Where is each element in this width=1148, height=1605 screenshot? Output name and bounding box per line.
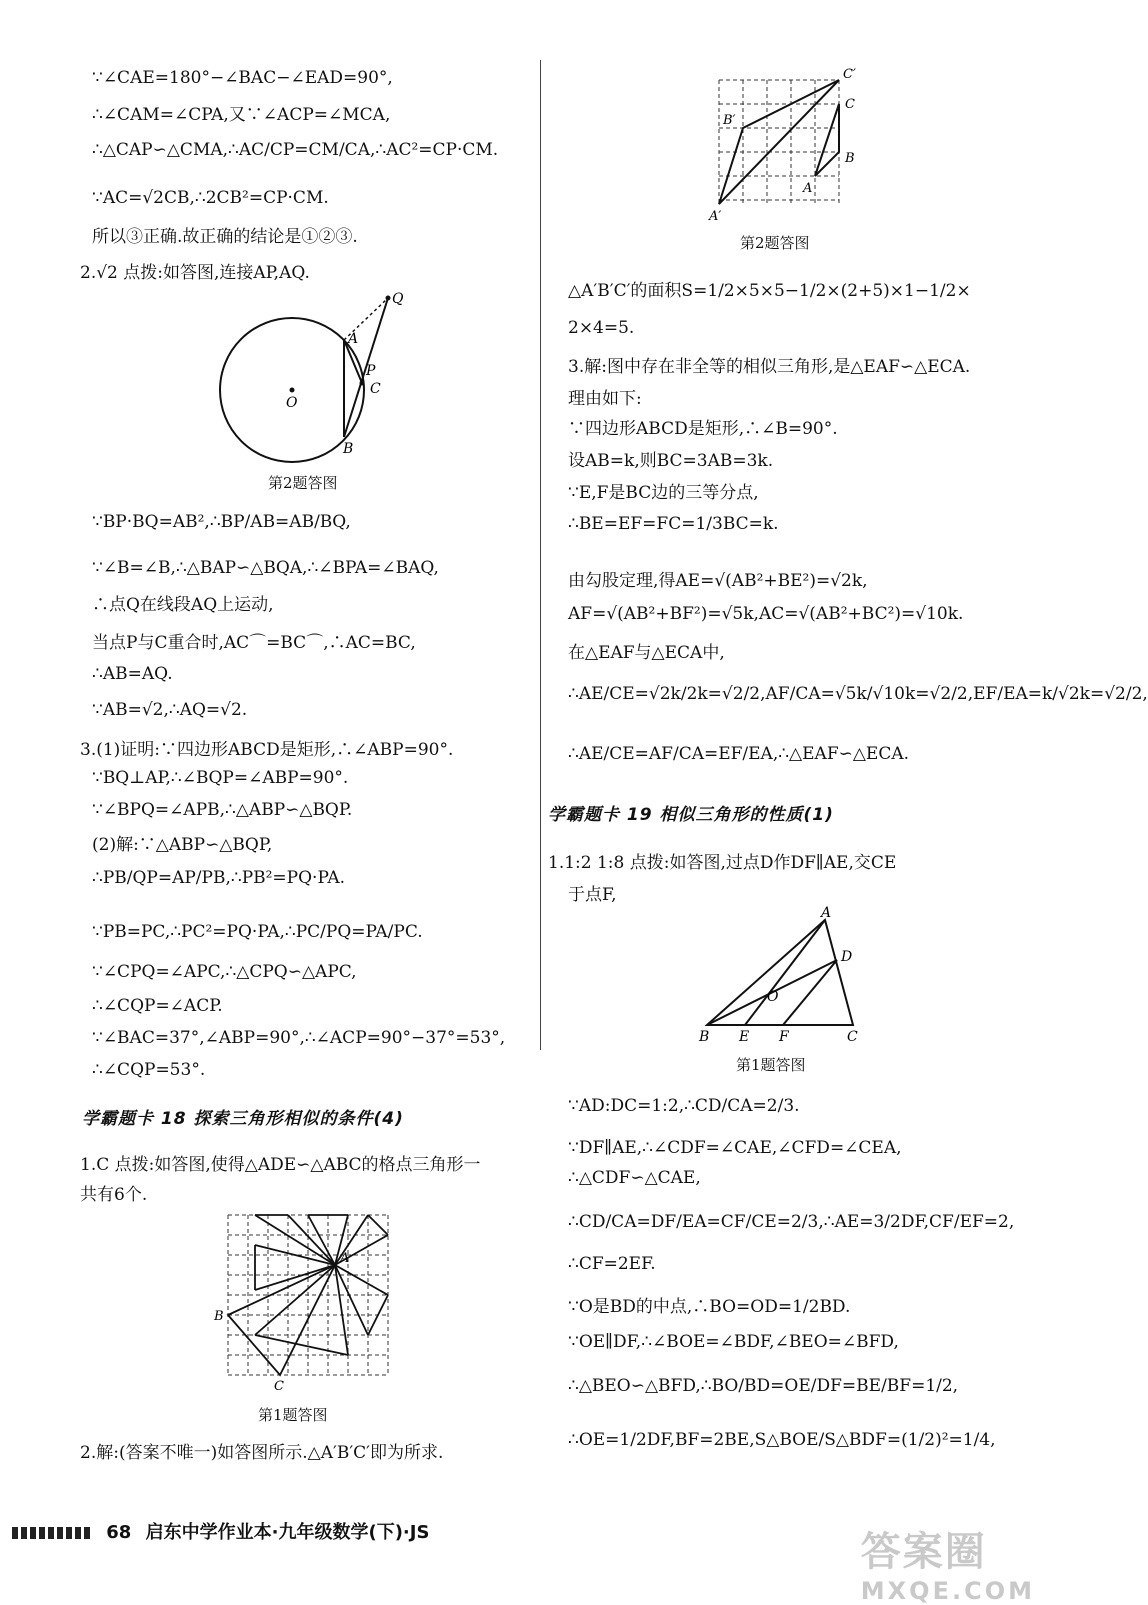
text-line: 所以③正确.故正确的结论是①②③. <box>92 227 358 247</box>
text-line: ∴AB=AQ. <box>92 664 173 684</box>
page-footer <box>12 1518 429 1544</box>
text-line: ∴CF=2EF. <box>568 1254 656 1274</box>
watermark-url: MXQE.COM <box>860 1577 1035 1605</box>
text-line: AF=√(AB²+BF²)=√5k,AC=√(AB²+BC²)=√10k. <box>568 604 964 624</box>
circle-figure <box>210 285 410 470</box>
text-line: 当点P与C重合时,AC⌒=BC⌒,∴AC=BC, <box>92 633 416 653</box>
svg-text:E: E <box>739 1029 750 1045</box>
triangle-figure <box>695 905 870 1050</box>
text-line: ∴∠CQP=53°. <box>92 1060 206 1080</box>
text-line: ∵∠BAC=37°,∠ABP=90°,∴∠ACP=90°−37°=53°, <box>92 1028 506 1048</box>
svg-text:B: B <box>214 1309 224 1324</box>
point-label: C <box>370 381 381 397</box>
svg-text:C′: C′ <box>843 67 856 82</box>
text-line: ∴PB/QP=AP/PB,∴PB²=PQ·PA. <box>92 868 346 888</box>
book-title: 启东中学作业本·九年级数学(下)·JS <box>145 1522 430 1543</box>
text-line: ∴CD/CA=DF/EA=CF/CE=2/3,∴AE=3/2DF,CF/EF=2, <box>568 1212 1015 1232</box>
text-line: ∴AE/CE=√2k/2k=√2/2,AF/CA=√5k/√10k=√2/2,EF/EA=k/√2k=√2/2, <box>568 684 1148 704</box>
text-line: 3.(1)证明:∵四边形ABCD是矩形,∴∠ABP=90°. <box>80 740 454 760</box>
svg-text:B′: B′ <box>723 113 736 128</box>
text-line: 由勾股定理,得AE=√(AB²+BE²)=√2k, <box>568 571 868 591</box>
text-line: ∵∠B=∠B,∴△BAP∽△BQA,∴∠BPA=∠BAQ, <box>92 558 439 578</box>
text-line: ∵∠BPQ=∠APB,∴△ABP∽△BQP. <box>92 800 353 820</box>
text-line: ∴△BEO∽△BFD,∴BO/BD=OE/DF=BE/BF=1/2, <box>568 1376 959 1396</box>
text-line: ∴△CDF∽△CAE, <box>568 1168 701 1188</box>
text-line: 1.1:2 1:8 点拨:如答图,过点D作DF∥AE,交CE <box>548 853 897 873</box>
text-line: 设AB=k,则BC=3AB=3k. <box>568 451 774 471</box>
text-line: (2)解:∵△ABP∽△BQP, <box>92 835 273 855</box>
figure-caption: 第1题答图 <box>736 1056 806 1074</box>
text-line: ∴∠CAM=∠CPA,又∵∠ACP=∠MCA, <box>92 105 391 125</box>
text-line: ∵∠CAE=180°−∠BAC−∠EAD=90°, <box>92 68 393 88</box>
page-number: 68 <box>106 1522 132 1543</box>
watermark-logo: 答案圈 <box>860 1529 987 1575</box>
text-line: ∴点Q在线段AQ上运动, <box>92 595 274 615</box>
text-line: 1.C 点拨:如答图,使得△ADE∽△ABC的格点三角形一 <box>80 1155 481 1175</box>
text-line: ∴BE=EF=FC=1/3BC=k. <box>568 514 779 534</box>
grid-figure-left <box>210 1210 390 1395</box>
text-line: 于点F, <box>568 885 617 905</box>
svg-text:O: O <box>767 989 779 1005</box>
grid-figure-right <box>705 62 865 222</box>
text-line: ∵四边形ABCD是矩形,∴∠B=90°. <box>568 419 838 439</box>
section-heading: 学霸题卡 19 相似三角形的性质(1) <box>548 805 834 825</box>
text-line: 共有6个. <box>80 1185 148 1205</box>
column-divider <box>540 60 541 1050</box>
text-line: ∵PB=PC,∴PC²=PQ·PA,∴PC/PQ=PA/PC. <box>92 922 423 942</box>
text-line: ∵AC=√2CB,∴2CB²=CP·CM. <box>92 188 329 208</box>
text-line: ∵O是BD的中点,∴BO=OD=1/2BD. <box>568 1297 851 1317</box>
text-line: 2×4=5. <box>568 318 635 338</box>
figure-caption: 第2题答图 <box>740 234 810 252</box>
text-line: ∵OE∥DF,∴∠BOE=∠BDF,∠BEO=∠BFD, <box>568 1332 899 1352</box>
svg-text:C: C <box>847 1029 858 1045</box>
text-line: ∵∠CPQ=∠APC,∴△CPQ∽△APC, <box>92 962 357 982</box>
text-line: ∵DF∥AE,∴∠CDF=∠CAE,∠CFD=∠CEA, <box>568 1138 902 1158</box>
svg-text:A: A <box>803 181 813 196</box>
figure-caption: 第2题答图 <box>268 474 338 492</box>
text-line: 2.√2 点拨:如答图,连接AP,AQ. <box>80 263 310 283</box>
text-line: ∵BP·BQ=AB²,∴BP/AB=AB/BQ, <box>92 512 351 532</box>
svg-text:F: F <box>779 1029 789 1045</box>
text-line: 在△EAF与△ECA中, <box>568 643 725 663</box>
svg-text:D: D <box>841 949 853 965</box>
svg-text:B: B <box>699 1029 710 1045</box>
text-line: ∵AB=√2,∴AQ=√2. <box>92 700 248 720</box>
figure-caption: 第1题答图 <box>258 1406 328 1424</box>
text-line: 3.解:图中存在非全等的相似三角形,是△EAF∽△ECA. <box>568 357 971 377</box>
text-line: 2.解:(答案不唯一)如答图所示.△A′B′C′即为所求. <box>80 1443 444 1463</box>
svg-text:A′: A′ <box>709 209 722 224</box>
text-line: ∴△CAP∽△CMA,∴AC/CP=CM/CA,∴AC²=CP·CM. <box>92 140 499 160</box>
text-line: ∵E,F是BC边的三等分点, <box>568 483 759 503</box>
text-line: △A′B′C′的面积S=1/2×5×5−1/2×(2+5)×1−1/2× <box>568 281 971 301</box>
text-line: ∴AE/CE=AF/CA=EF/EA,∴△EAF∽△ECA. <box>568 744 910 764</box>
svg-text:C: C <box>274 1379 284 1394</box>
watermark <box>861 1520 1035 1605</box>
point-label: Q <box>392 291 404 307</box>
svg-text:B: B <box>845 151 855 166</box>
section-heading: 学霸题卡 18 探索三角形相似的条件(4) <box>82 1109 404 1129</box>
text-line: ∴∠CQP=∠ACP. <box>92 996 223 1016</box>
point-label: P <box>366 363 376 379</box>
point-label: O <box>286 395 298 411</box>
svg-text:A: A <box>821 905 832 921</box>
text-line: ∴OE=1/2DF,BF=2BE,S△BOE/S△BDF=(1/2)²=1/4, <box>568 1430 996 1450</box>
footer-bar <box>12 1527 92 1539</box>
text-line: ∵BQ⊥AP,∴∠BQP=∠ABP=90°. <box>92 768 349 788</box>
text-line: 理由如下: <box>568 389 642 409</box>
point-label: A <box>348 331 359 347</box>
svg-text:A: A <box>340 1251 350 1266</box>
svg-text:C: C <box>845 97 855 112</box>
text-line: ∵AD:DC=1:2,∴CD/CA=2/3. <box>568 1096 800 1116</box>
point-label: B <box>343 441 354 457</box>
